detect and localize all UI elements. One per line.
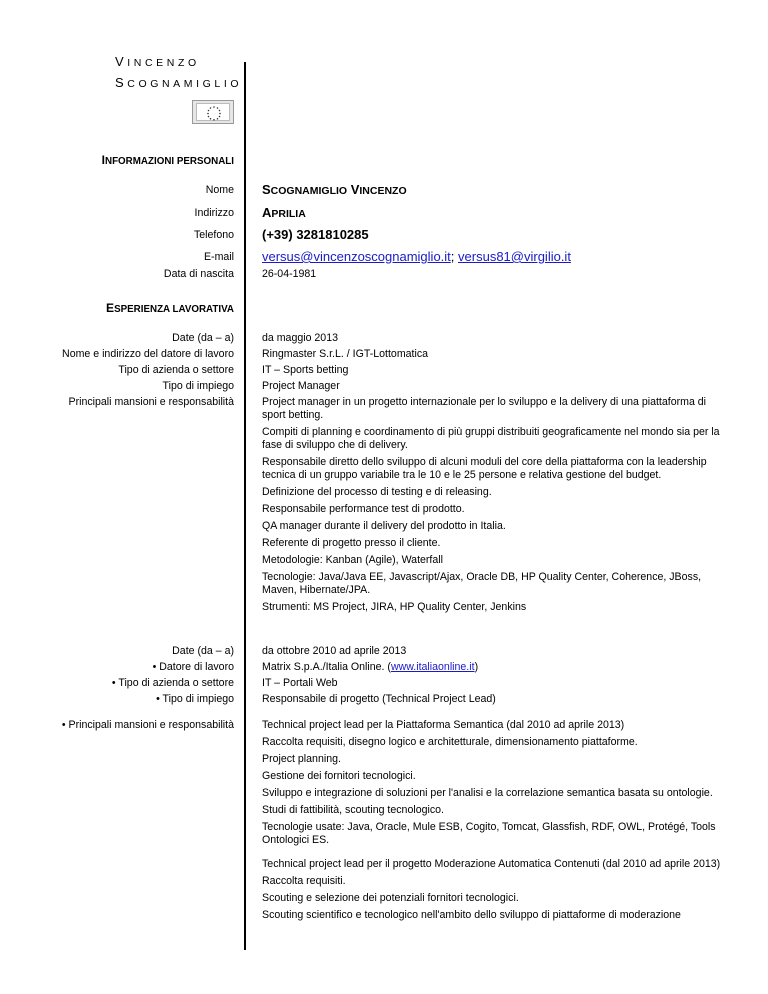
value-birth: 26-04-1981 bbox=[262, 268, 317, 280]
job1-duty: Referente di progetto presso il cliente. bbox=[262, 537, 441, 549]
section-personal-info: INFORMAZIONI PERSONALI bbox=[101, 153, 234, 167]
job1-duty: Responsabile diretto dello sviluppo di alcuni moduli del core della piattaforma con la leadership tecnica di un gruppo variabile tra le 10 e le 25 persone e relativa gestione del budget. bbox=[262, 456, 707, 481]
job2-duty: Studi di fattibilità, scouting tecnologico. bbox=[262, 804, 444, 816]
job2-label-date: Date (da – a) bbox=[172, 645, 234, 657]
italiaonline-link[interactable]: www.italiaonline.it bbox=[390, 661, 475, 673]
job2-duty: Tecnologie usate: Java, Oracle, Mule ESB, Cogito, Tomcat, Glassfish, RDF, OWL, Protégé, Tools Ontologici ES. bbox=[262, 821, 716, 846]
job1-duty: Strumenti: MS Project, JIRA, HP Quality Center, Jenkins bbox=[262, 601, 527, 613]
job1-duty: Metodologie: Kanban (Agile), Waterfall bbox=[262, 554, 443, 566]
job2-duty: Gestione dei fornitori tecnologici. bbox=[262, 770, 416, 782]
label-email: E-mail bbox=[203, 251, 234, 263]
job2-label-duties: • Principali mansioni e responsabilità bbox=[61, 719, 234, 731]
job1-duty: Tecnologie: Java/Java EE, Javascript/Ajax, Oracle DB, HP Quality Center, Coherence, JBoss, Maven, Hibernate/JPA. bbox=[262, 571, 702, 596]
last-name: SCOGNAMIGLIO bbox=[115, 75, 243, 90]
eu-flag-icon bbox=[192, 100, 234, 124]
job1-label-date: Date (da – a) bbox=[172, 332, 234, 344]
job1-label-sector: Tipo di azienda o settore bbox=[118, 364, 234, 376]
job2-employer: Matrix S.p.A./Italia Online. (www.italiaonline.it) bbox=[262, 661, 479, 673]
job2-duty: Scouting scientifico e tecnologico nell'ambito dello sviluppo di piattaforme di moderazione bbox=[262, 909, 681, 921]
label-address: Indirizzo bbox=[194, 207, 234, 219]
job2-label-type: • Tipo di impiego bbox=[156, 693, 234, 705]
job1-duty: Compiti di planning e coordinamento di più gruppi distribuiti geograficamente nel mondo sia per la fase di sviluppo che di delivery. bbox=[262, 426, 720, 451]
value-phone: (+39) 3281810285 bbox=[262, 227, 369, 242]
column-divider bbox=[244, 62, 246, 950]
first-name: VINCENZO bbox=[115, 54, 200, 69]
value-email: versus@vincenzoscognamiglio.it; versus81@virgilio.it bbox=[262, 249, 571, 264]
job1-label-type: Tipo di impiego bbox=[162, 380, 234, 392]
label-phone: Telefono bbox=[193, 229, 234, 241]
job1-duty: Definizione del processo di testing e di releasing. bbox=[262, 486, 492, 498]
job2-label-employer: • Datore di lavoro bbox=[152, 661, 234, 673]
value-name: SCOGNAMIGLIO VINCENZO bbox=[262, 182, 407, 197]
section-work-experience: ESPERIENZA LAVORATIVA bbox=[106, 301, 234, 315]
job2-duty: Technical project lead per la Piattaforma Semantica (dal 2010 ad aprile 2013) bbox=[262, 719, 625, 731]
job2-duties-semantic bbox=[262, 719, 732, 851]
job2-sector: IT – Portali Web bbox=[262, 677, 338, 689]
job1-duty: Project manager in un progetto internazionale per lo sviluppo e la delivery di una piattaforma di sport betting. bbox=[262, 396, 707, 421]
job1-duty: QA manager durante il delivery del prodotto in Italia. bbox=[262, 520, 506, 532]
email-link-1[interactable]: versus@vincenzoscognamiglio.it bbox=[262, 249, 451, 264]
label-name: Nome bbox=[205, 184, 234, 196]
job2-duty: Raccolta requisiti. bbox=[262, 875, 346, 887]
job2-duty: Scouting e selezione dei potenziali fornitori tecnologici. bbox=[262, 892, 519, 904]
label-birth: Data di nascita bbox=[163, 268, 234, 280]
cv-name-header bbox=[115, 52, 242, 94]
value-address: APRILIA bbox=[262, 205, 306, 220]
job2-date: da ottobre 2010 ad aprile 2013 bbox=[262, 645, 407, 657]
job1-label-employer: Nome e indirizzo del datore di lavoro bbox=[62, 348, 234, 360]
job2-label-sector: • Tipo di azienda o settore bbox=[111, 677, 234, 689]
job2-type: Responsabile di progetto (Technical Project Lead) bbox=[262, 693, 496, 705]
job1-label-duties: Principali mansioni e responsabilità bbox=[68, 396, 234, 408]
job1-date: da maggio 2013 bbox=[262, 332, 338, 344]
job1-type: Project Manager bbox=[262, 380, 340, 392]
job1-employer: Ringmaster S.r.L. / IGT-Lottomatica bbox=[262, 348, 429, 360]
email-link-2[interactable]: versus81@virgilio.it bbox=[458, 249, 571, 264]
job2-duties-moderation bbox=[262, 858, 732, 926]
job2-duty: Technical project lead per il progetto Moderazione Automatica Contenuti (dal 2010 ad aprile 2013) bbox=[262, 858, 721, 870]
job2-duty: Project planning. bbox=[262, 753, 341, 765]
job1-duties bbox=[262, 396, 732, 618]
job1-sector: IT – Sports betting bbox=[262, 364, 349, 376]
job2-duty: Raccolta requisiti, disegno logico e architetturale, dimensionamento piattaforme. bbox=[262, 736, 638, 748]
job2-duty: Sviluppo e integrazione di soluzioni per l'analisi e la correlazione semantica basata su ontologie. bbox=[262, 787, 713, 799]
job1-duty: Responsabile performance test di prodotto. bbox=[262, 503, 465, 515]
